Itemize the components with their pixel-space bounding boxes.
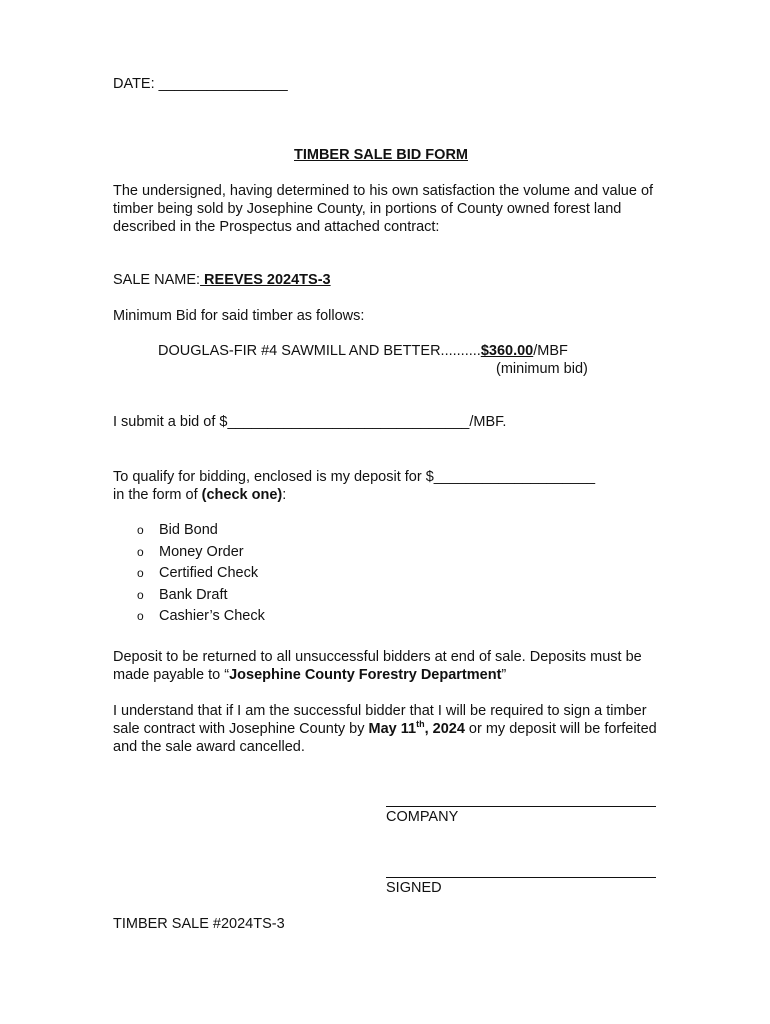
contract-deadline-day: May 11 — [368, 721, 417, 737]
refund-text: Deposit to be returned to all unsuccessful bidders at end of sale. Deposits must be made payable to “ — [113, 649, 642, 683]
checkbox-circle-icon[interactable]: o — [137, 544, 144, 559]
payment-option-label: Bid Bond — [159, 522, 218, 538]
minimum-price: $360.00 — [480, 343, 534, 359]
deposit-form-post: : — [282, 487, 287, 503]
minimum-bid-note: (minimum bid) — [496, 361, 588, 377]
checkbox-circle-icon[interactable]: o — [137, 523, 144, 537]
check-one-label: (check one) — [201, 487, 283, 503]
payment-option-certified-check[interactable] — [137, 564, 265, 586]
contract-paragraph — [113, 702, 658, 756]
minimum-bid-intro: Minimum Bid for said timber as follows: — [113, 308, 365, 324]
contract-deadline-suffix: th — [416, 719, 425, 730]
deposit-form-pre: in the form of — [113, 487, 202, 503]
product-line — [158, 342, 568, 360]
contract-text: I understand that if I am the successful bidder that I will be required to sign a timber sale contract with Josephine County by — [113, 703, 647, 737]
price-unit: /MBF — [533, 343, 568, 359]
payment-option-label: Certified Check — [159, 565, 259, 582]
payment-option-label: Money Order — [159, 543, 244, 560]
sale-name-value: REEVES 2024TS-3 — [200, 272, 331, 288]
checkbox-circle-icon[interactable]: o — [137, 609, 144, 624]
payment-option-label: Cashier’s Check — [159, 608, 265, 625]
signed-label: SIGNED — [386, 880, 442, 896]
company-signature-line[interactable] — [386, 806, 656, 807]
sale-name-label: SALE NAME: — [113, 272, 201, 288]
intro-paragraph — [113, 182, 658, 236]
intro-text: The undersigned, having determined to his own satisfaction the volume and value of timber being sold by Josephine County, in portions of County owned forest land described in the Prospectus and attached contract: — [113, 183, 654, 235]
checkbox-circle-icon[interactable]: o — [137, 587, 144, 602]
payment-option-bank-draft[interactable] — [137, 586, 265, 608]
company-label: COMPANY — [386, 809, 459, 825]
deposit-amount-field[interactable]: To qualify for bidding, enclosed is my deposit for $____________________ — [113, 469, 596, 485]
product-name: DOUGLAS-FIR #4 SAWMILL AND BETTER.......... — [158, 343, 481, 359]
deposit-form-line — [113, 486, 286, 504]
checkbox-circle-icon[interactable]: o — [137, 566, 144, 581]
footer-sale-number: TIMBER SALE #2024TS-3 — [113, 916, 285, 932]
payee-name: Josephine County Forestry Department — [229, 667, 502, 683]
sale-name-line — [113, 271, 331, 289]
payment-options-list — [137, 521, 265, 629]
refund-text-end: ” — [501, 667, 507, 683]
payment-option-bid-bond[interactable] — [137, 521, 265, 543]
form-title: TIMBER SALE BID FORM — [294, 147, 468, 163]
signed-signature-line[interactable] — [386, 877, 656, 878]
payment-option-money-order[interactable] — [137, 543, 265, 565]
payment-option-label: Bank Draft — [159, 586, 228, 603]
bid-amount-field[interactable]: I submit a bid of $______________________________/MBF. — [113, 414, 507, 430]
contract-text-end: or my deposit will be forfeited and the sale award cancelled. — [113, 721, 657, 755]
refund-paragraph — [113, 648, 658, 684]
payment-option-cashiers-check[interactable] — [137, 607, 265, 629]
contract-deadline-year: , 2024 — [424, 721, 465, 737]
date-field[interactable]: DATE: ________________ — [113, 76, 288, 92]
